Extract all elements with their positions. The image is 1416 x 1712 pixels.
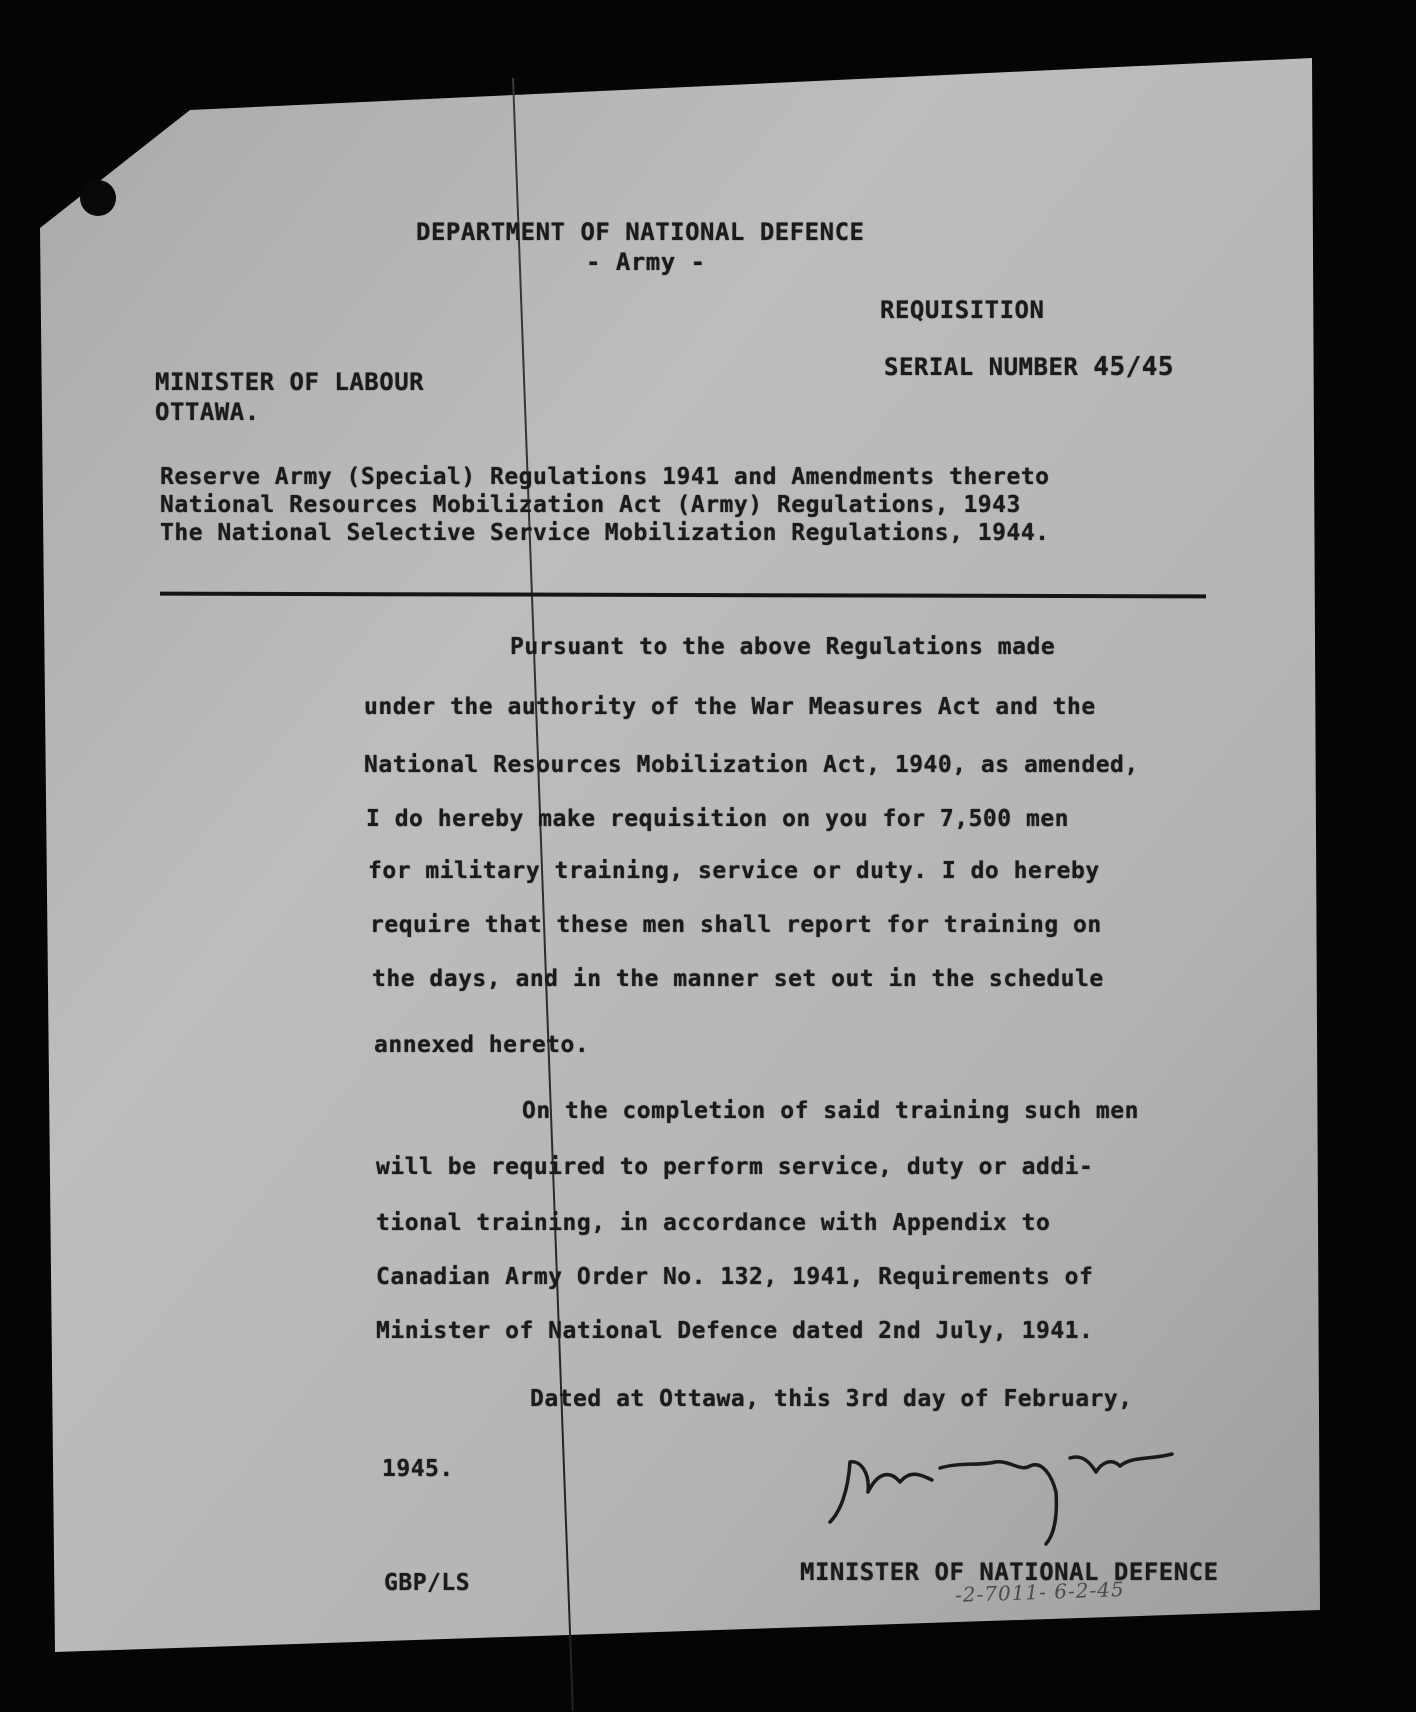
paragraph-2-line-3: tional training, in accordance with Appendix to (376, 1210, 1051, 1236)
paragraph-1-line-5: for military training, service or duty. I do hereby (368, 858, 1100, 884)
paragraph-2-line-5: Minister of National Defence dated 2nd July, 1941. (376, 1318, 1094, 1344)
paragraph-2-line-1: On the completion of said training such men (522, 1098, 1139, 1124)
serial-number-label: SERIAL NUMBER (884, 353, 1079, 381)
paragraph-1-line-6: require that these men shall report for training on (370, 912, 1102, 938)
filing-note: -2-7011- 6-2-45 (954, 1577, 1126, 1607)
paragraph-1-line-1: Pursuant to the above Regulations made (510, 634, 1056, 660)
addressee-line-2: OTTAWA. (155, 398, 260, 426)
serial-number-value: 45/45 (1093, 352, 1175, 382)
paragraph-2-line-2: will be required to perform service, duty or addi- (376, 1154, 1094, 1180)
paragraph-1-line-8: annexed hereto. (374, 1032, 590, 1058)
paragraph-1-line-3: National Resources Mobilization Act, 1940, as amended, (364, 752, 1139, 778)
minister-signature (820, 1432, 1200, 1552)
requisition-label: REQUISITION (880, 296, 1045, 324)
initials-reference: GBP/LS (384, 1570, 471, 1596)
paragraph-2-line-4: Canadian Army Order No. 132, 1941, Requirements of (376, 1264, 1094, 1290)
regulation-line-1: Reserve Army (Special) Regulations 1941 and Amendments thereto (160, 464, 1050, 490)
paragraph-1-line-7: the days, and in the manner set out in the schedule (372, 966, 1104, 992)
punch-hole (80, 180, 116, 216)
paper-sheet (40, 58, 1320, 1652)
addressee-line-1: MINISTER OF LABOUR (155, 368, 425, 396)
branch-subtitle: - Army - (586, 248, 706, 276)
regulation-line-3: The National Selective Service Mobilization Regulations, 1944. (160, 520, 1050, 546)
department-title: DEPARTMENT OF NATIONAL DEFENCE (416, 218, 865, 246)
regulation-line-2: National Resources Mobilization Act (Army) Regulations, 1943 (160, 492, 1021, 518)
serial-number (884, 352, 1174, 382)
dated-year: 1945. (382, 1456, 454, 1482)
paragraph-1-line-4: I do hereby make requisition on you for 7,500 men (366, 806, 1070, 832)
dated-line: Dated at Ottawa, this 3rd day of February, (530, 1386, 1133, 1412)
paragraph-1-line-2: under the authority of the War Measures Act and the (364, 694, 1096, 720)
signatory-title: MINISTER OF NATIONAL DEFENCE (800, 1558, 1219, 1586)
